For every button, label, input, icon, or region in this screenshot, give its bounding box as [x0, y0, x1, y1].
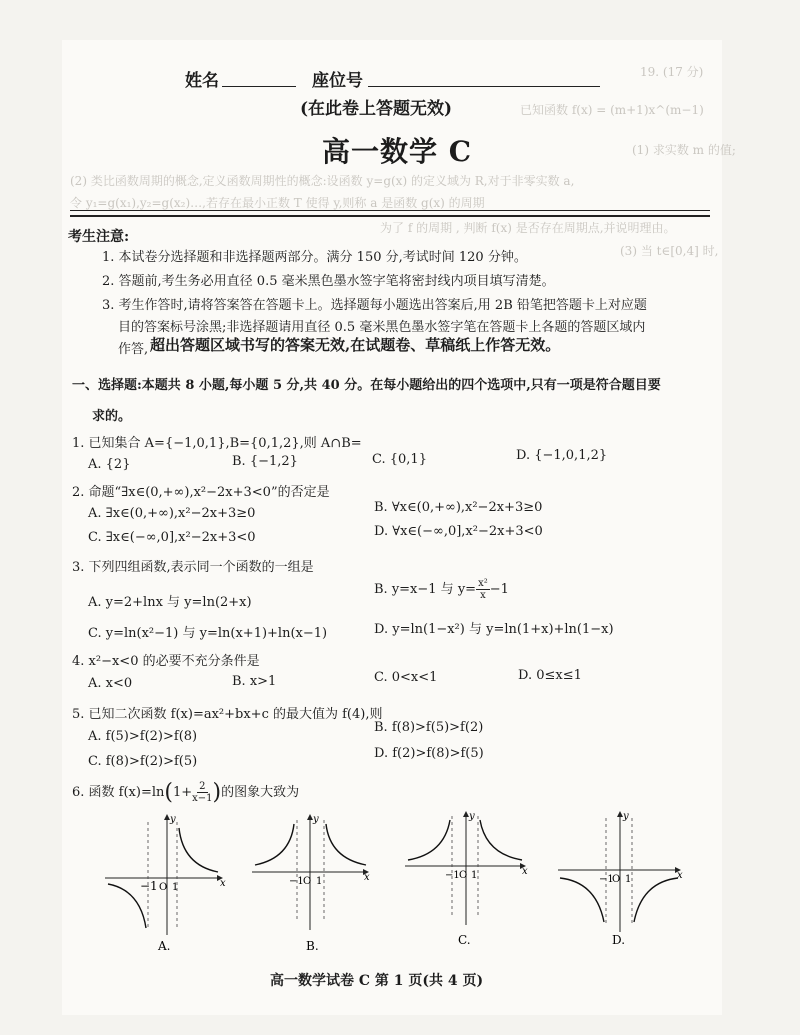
option-c: C. f(8)>f(2)>f(5)	[88, 754, 198, 769]
option-c: C. 0<x<1	[374, 670, 438, 685]
answer-graphs	[100, 810, 700, 955]
question-stem: 3. 下列四组函数,表示同一个函数的一组是	[72, 560, 314, 575]
option-d: D. y=ln(1−x²) 与 y=ln(1+x)+ln(1−x)	[374, 622, 614, 637]
option-c: C. {0,1}	[372, 452, 427, 467]
question-stem: 2. 命题“∃x∈(0,+∞),x²−2x+3<0”的否定是	[72, 485, 330, 500]
graph-b	[252, 814, 370, 953]
x-axis-label: x	[522, 866, 528, 877]
option-d: D. 0≤x≤1	[518, 668, 582, 683]
graph-label-d: D.	[612, 933, 626, 947]
tick-neg-label: −1	[445, 870, 460, 881]
option-d: D. f(2)>f(8)>f(5)	[374, 746, 484, 761]
tick-one-label: 1	[471, 870, 478, 881]
note-emphasis: 超出答题区域书写的答案无效,在试题卷、草稿纸上作答无效。	[150, 336, 561, 354]
origin-label: O	[612, 874, 621, 885]
bleed-text: (2) 类比函数周期的概念,定义函数周期性的概念:设函数 y=g(x) 的定义域为 R,对于非零实数 a,	[70, 174, 575, 188]
origin-label: O	[459, 870, 468, 881]
name-blank	[222, 86, 296, 87]
option-b: B. f(8)>f(5)>f(2)	[374, 720, 484, 735]
question-stem: 5. 已知二次函数 f(x)=ax²+bx+c 的最大值为 f(4),则	[72, 707, 383, 722]
bleed-text: 为了 f 的周期 , 判断 f(x) 是否存在周期点,并说明理由。	[380, 221, 676, 235]
page-footer: 高一数学试卷 C 第 1 页(共 4 页)	[270, 973, 484, 989]
graph-label-c: C.	[458, 933, 471, 947]
note-item: 1. 本试卷分选择题和非选择题两部分。满分 150 分,考试时间 120 分钟。	[102, 250, 527, 265]
option-b: B. y=x−1 与 y= $\frac{\text{x²}}{x}$ −1	[374, 578, 509, 601]
bleed-text: 令 y₁=g(x₁),y₂=g(x₂)…,若存在最小正数 T 使得 y,则称 a 是函数 g(x) 的周期	[70, 196, 485, 210]
option-b: B. x>1	[232, 674, 277, 689]
option-a: A. f(5)>f(2)>f(8)	[88, 729, 198, 744]
tick-neg-label: −1	[599, 874, 614, 885]
bleed-text: (1) 求实数 m 的值;	[632, 143, 736, 157]
y-axis-label: y	[623, 811, 629, 822]
tick-neg-label: −1	[140, 879, 158, 893]
section-heading: 一、选择题:本题共 8 小题,每小题 5 分,共 40 分。在每小题给出的四个选项中,只有一项是符合题目要	[72, 378, 661, 393]
seat-label: 座位号	[312, 71, 363, 91]
option-d: D. {−1,0,1,2}	[516, 448, 608, 463]
question-stem: 1. 已知集合 A={−1,0,1},B={0,1,2},则 A∩B=	[72, 436, 362, 451]
note-item: 3. 考生作答时,请将答案答在答题卡上。选择题每小题选出答案后,用 2B 铅笔把答题卡上对应题	[102, 298, 647, 313]
graph-label-b: B.	[306, 939, 319, 953]
x-axis-label: x	[364, 872, 370, 883]
divider-line	[70, 215, 710, 217]
option-c: C. ∃x∈(−∞,0],x²−2x+3<0	[88, 530, 256, 545]
bleed-text: 19. (17 分)	[640, 65, 704, 79]
graph-label-a: A.	[158, 939, 171, 953]
option-a: A. ∃x∈(0,+∞),x²−2x+3≥0	[88, 506, 256, 521]
page-title: 高一数学 C	[322, 135, 473, 168]
note-item: 作答,	[118, 342, 149, 357]
tick-one-label: 1	[172, 882, 179, 893]
answer-notice: (在此卷上答题无效)	[300, 99, 453, 119]
note-item: 目的答案标号涂黑;非选择题请用直径 0.5 毫米黑色墨水签字笔在答题卡上各题的答题区域内	[118, 320, 646, 335]
divider-line	[70, 210, 710, 211]
tick-one-label: 1	[625, 874, 632, 885]
seat-blank	[368, 86, 600, 87]
graph-d	[558, 811, 683, 947]
bleed-text: 已知函数 f(x) = (m+1)x^(m−1)	[520, 103, 704, 117]
name-label: 姓名	[185, 71, 219, 91]
tick-neg-label: −1	[289, 876, 304, 887]
option-a: A. x<0	[88, 676, 133, 691]
graph-c	[405, 811, 528, 947]
x-axis-label: x	[677, 870, 683, 881]
question-stem: 6. 函数 f(x)=ln(1+ $\frac{2}{x-1}$ )的图象大致为	[72, 780, 300, 805]
y-axis-label: y	[170, 814, 176, 825]
option-d: D. ∀x∈(−∞,0],x²−2x+3<0	[374, 524, 543, 539]
section-heading-cont: 求的。	[92, 409, 132, 424]
notes-heading: 考生注意:	[68, 229, 130, 245]
option-a: A. y=2+lnx 与 y=ln(2+x)	[88, 595, 252, 610]
option-a: A. {2}	[88, 457, 131, 472]
option-c: C. y=ln(x²−1) 与 y=ln(x+1)+ln(x−1)	[88, 626, 328, 641]
graph-a	[105, 814, 226, 953]
option-b: B. ∀x∈(0,+∞),x²−2x+3≥0	[374, 500, 543, 515]
x-axis-label: x	[220, 878, 226, 889]
note-item: 2. 答题前,考生务必用直径 0.5 毫米黑色墨水签字笔将密封线内项目填写清楚。	[102, 274, 555, 289]
origin-label: O	[159, 882, 168, 893]
tick-one-label: 1	[316, 876, 323, 887]
y-axis-label: y	[469, 811, 475, 822]
bleed-text: (3) 当 t∈[0,4] 时,	[620, 244, 719, 258]
question-stem: 4. x²−x<0 的必要不充分条件是	[72, 654, 260, 669]
origin-label: O	[303, 876, 312, 887]
y-axis-label: y	[313, 814, 319, 825]
option-b: B. {−1,2}	[232, 454, 298, 469]
